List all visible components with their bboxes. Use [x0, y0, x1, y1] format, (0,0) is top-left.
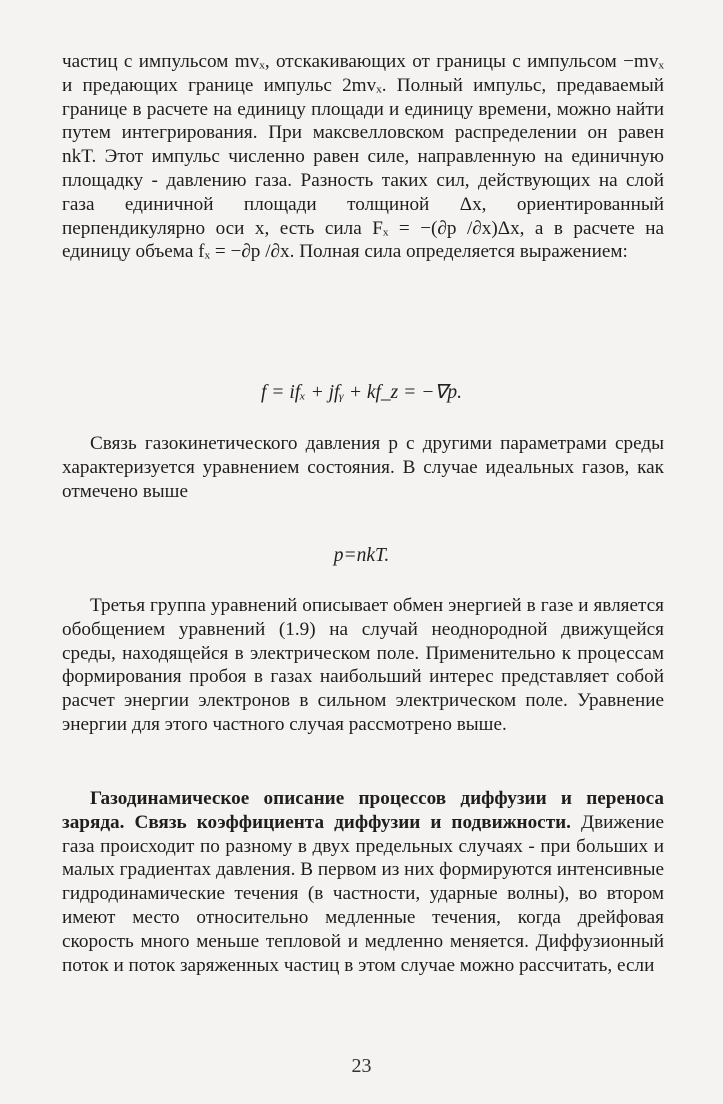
paragraph-energy: Третья группа уравнений описывает обмен энергией в газе и является обобщением уравнений (1.9) на случай неоднородной движущейся среды, находящейся в электрическом поле. Применительно к процессам формирования пробоя в газах наибольший интерес представляет собой расчет энергии электронов в сильном электрическом поле. Уравнение энергии для этого частного случая рассмотрено выше. [62, 595, 664, 735]
paragraph-diffusion [62, 787, 664, 977]
formula-ideal-gas: p=nkT. [333, 545, 390, 566]
paragraph-momentum: частиц с импульсом mvₓ, отскакивающих от границы с импульсом −mvₓ и предающих границе импульс 2mvₓ. Полный импульс, предаваемый границе в расчете на единицу площади и единицу времени, можно найти путем интегрирования. При максвелловском распределении он равен nkT. Этот импульс численно равен силе, направленную на единичную площадку - давлению газа. Разность таких сил, действующих на слой газа единичной площади толщиной Δx, ориентированный перпендикулярно оси x, есть сила Fₓ = −(∂p /∂x)Δx, а в расчете на единицу объема fₓ = −∂p /∂x. Полная сила определяется выражением: [62, 51, 664, 263]
text-block-state [62, 432, 664, 503]
text-block-top [62, 50, 664, 264]
section-heading: Газодинамическое описание процессов диффузии и переноса заряда. Связь коэффициента диффузии и подвижности. [62, 788, 664, 833]
text-block-energy [62, 594, 664, 737]
text-block-diffusion [62, 787, 664, 977]
page-number: 23 [351, 1055, 372, 1077]
paragraph-state-equation: Связь газокинетического давления p с другими параметрами среды характеризуется уравнением состояния. В случае идеальных газов, как отмечено выше [62, 433, 664, 502]
paragraph-diffusion-body: Движение газа происходит по разному в двух предельных случаях - при больших и малых градиентах давления. В первом из них формируются интенсивные гидродинамические течения (в частности, ударные волны), во втором имеют место относительно медленные течения, когда дрейфовая скорость много меньше тепловой и медленно меняется. Диффузионный поток и поток заряженных частиц в этом случае можно рассчитать, если [62, 811, 664, 976]
formula-force: f = ifₓ + jfᵧ + kf_z = −∇p. [261, 382, 462, 403]
